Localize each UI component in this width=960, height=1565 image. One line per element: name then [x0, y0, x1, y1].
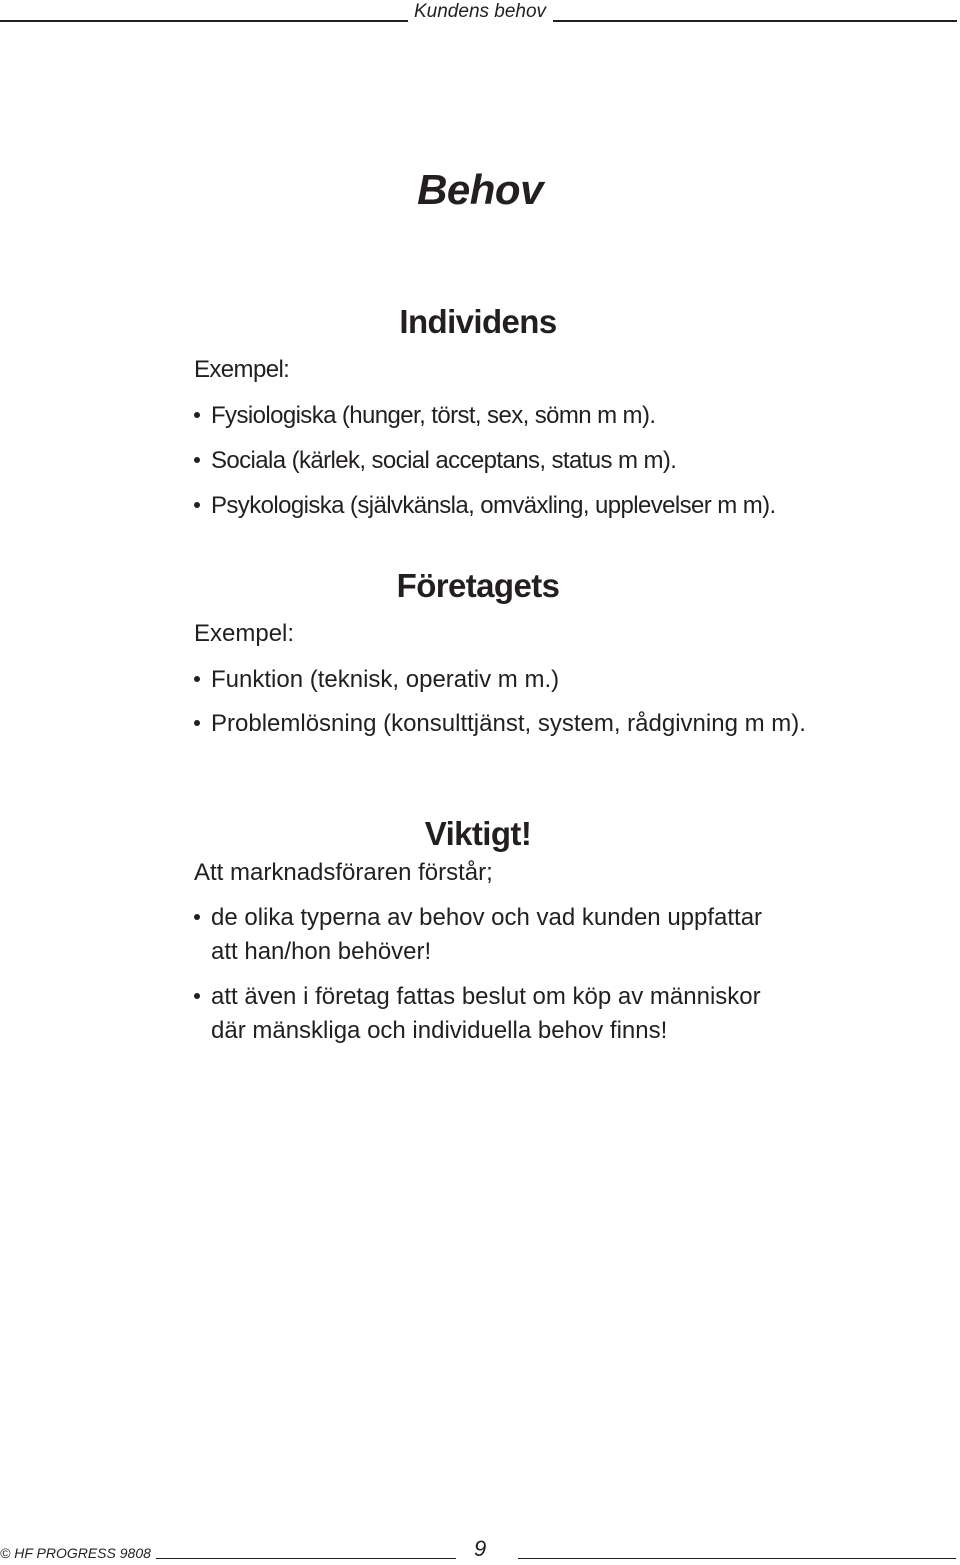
- list-item-text: [211, 980, 761, 1048]
- section-heading-individens: Individens: [399, 303, 557, 340]
- footer-copyright: © HF PROGRESS 9808: [0, 1545, 151, 1561]
- list-item-line: att han/hon behöver!: [211, 938, 432, 965]
- bullet-icon: [194, 412, 200, 418]
- list-item-line: de olika typerna av behov och vad kunden uppfattar: [211, 904, 763, 931]
- page-title: Behov: [417, 166, 543, 213]
- bullet-icon: [194, 993, 200, 999]
- list-item-text: Fysiologiska (hunger, törst, sex, sömn m m).: [211, 402, 656, 429]
- bullet-icon: [194, 914, 200, 920]
- bullet-icon: [194, 502, 200, 508]
- bullet-icon: [194, 676, 200, 682]
- list-item-text: Problemlösning (konsulttjänst, system, rådgivning m m).: [211, 710, 806, 737]
- section-heading-viktigt: Viktigt!: [424, 815, 532, 852]
- section-intro-foretagets: Exempel:: [194, 620, 295, 647]
- header-rule-right: [553, 20, 957, 22]
- list-item-text: [211, 901, 762, 969]
- running-title: Kundens behov: [414, 1, 547, 22]
- footer-rule-left: [156, 1558, 456, 1559]
- section-intro-viktigt: Att marknadsföraren förstår;: [194, 859, 493, 886]
- list-item-line: där mänskliga och individuella behov finns!: [211, 1017, 668, 1044]
- list-item-line: att även i företag fattas beslut om köp av människor: [211, 983, 761, 1010]
- list-item-text: Funktion (teknisk, operativ m m.): [211, 666, 560, 693]
- section-intro-individens: Exempel:: [194, 356, 290, 383]
- header-rule-left: [0, 20, 408, 22]
- section-heading-foretagets: Företagets: [396, 567, 560, 604]
- list-item-text: Sociala (kärlek, social acceptans, status m m).: [211, 447, 677, 474]
- bullet-icon: [194, 457, 200, 463]
- page-number: 9: [474, 1536, 487, 1561]
- bullet-icon: [194, 720, 200, 726]
- footer-rule-right: [518, 1558, 956, 1559]
- list-item-text: Psykologiska (självkänsla, omväxling, upplevelser m m).: [211, 492, 776, 519]
